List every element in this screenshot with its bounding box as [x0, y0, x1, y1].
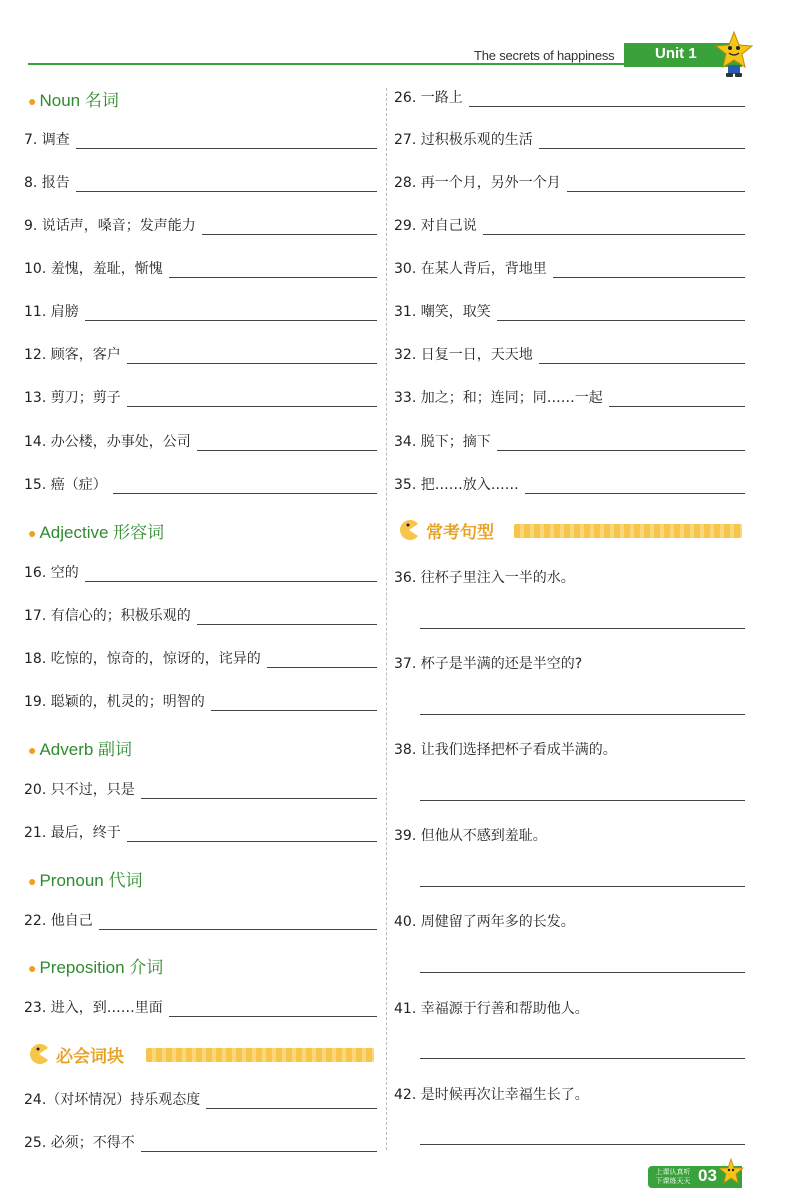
footer-slogan [651, 1168, 695, 1186]
answer-blank[interactable] [141, 784, 377, 799]
banner-sentences-title: 常考句型 [426, 523, 494, 543]
answer-blank[interactable] [553, 263, 745, 278]
banner-chunks-title: 必会词块 [56, 1047, 124, 1067]
bullet-icon: ● [28, 525, 37, 541]
entry-16 [24, 560, 377, 582]
star-mascot-icon [714, 30, 754, 80]
answer-blank[interactable] [539, 134, 745, 149]
answer-line-39[interactable] [420, 886, 745, 887]
section-pronoun [28, 866, 142, 891]
sentence-38: 38. 让我们选择把杯子看成半满的。 [394, 742, 617, 758]
entry-label: 30. 在某人背后，背地里 [394, 261, 547, 277]
banner-chunks [28, 1040, 376, 1068]
answer-blank[interactable] [202, 220, 377, 235]
entry-label: 29. 对自己说 [394, 218, 477, 234]
page-number: 03 [698, 1166, 717, 1185]
answer-blank[interactable] [539, 349, 745, 364]
section-adverb [28, 735, 132, 760]
entry-label: 25. 必须；不得不 [24, 1135, 135, 1151]
answer-blank[interactable] [483, 220, 745, 235]
entry-18 [24, 646, 377, 668]
answer-blank[interactable] [497, 306, 745, 321]
entry-label: 11. 肩膀 [24, 304, 79, 320]
answer-blank[interactable] [206, 1094, 377, 1109]
answer-blank[interactable] [127, 827, 377, 842]
entry-label: 19. 聪颖的，机灵的；明智的 [24, 694, 205, 710]
entry-label: 26. 一路上 [394, 90, 463, 106]
answer-line-37[interactable] [420, 714, 745, 715]
unit-subtitle: The secrets of happiness [474, 48, 615, 63]
section-adverb-title: Adverb 副词 [39, 740, 133, 759]
entry-label: 32. 日复一日，天天地 [394, 347, 533, 363]
entry-label: 9. 说话声，嗓音；发声能力 [24, 218, 196, 234]
entry-28 [394, 170, 745, 192]
entry-label: 23. 进入，到……里面 [24, 1000, 163, 1016]
answer-blank[interactable] [85, 306, 377, 321]
section-adjective [28, 518, 164, 543]
answer-line-42[interactable] [420, 1144, 745, 1145]
entry-34 [394, 429, 745, 451]
entry-20 [24, 777, 377, 799]
bullet-icon: ● [28, 960, 37, 976]
page-header [0, 0, 800, 90]
banner-stripe [514, 524, 742, 538]
pacman-icon [398, 519, 420, 541]
entry-7 [24, 127, 377, 149]
answer-blank[interactable] [113, 479, 377, 494]
answer-blank[interactable] [197, 610, 377, 625]
sentence-36: 36. 往杯子里注入一半的水。 [394, 570, 575, 586]
entry-label: 18. 吃惊的，惊奇的，惊讶的，诧异的 [24, 651, 261, 667]
entry-label: 22. 他自己 [24, 913, 93, 929]
entry-24 [24, 1087, 377, 1109]
entry-12 [24, 342, 377, 364]
answer-blank[interactable] [169, 263, 377, 278]
star-mascot-icon [718, 1158, 744, 1188]
entry-label: 16. 空的 [24, 565, 79, 581]
answer-blank[interactable] [525, 479, 745, 494]
entry-32 [394, 342, 745, 364]
entry-label: 27. 过积极乐观的生活 [394, 132, 533, 148]
section-preposition-title: Preposition 介词 [39, 958, 164, 977]
entry-label: 20. 只不过，只是 [24, 782, 135, 798]
entry-label: 14. 办公楼，办事处，公司 [24, 434, 191, 450]
bullet-icon: ● [28, 742, 37, 758]
entry-27 [394, 127, 745, 149]
section-pronoun-title: Pronoun 代词 [39, 871, 143, 890]
footer-slogan-top: 上课认真听 [655, 1168, 691, 1176]
entry-15 [24, 472, 377, 494]
sentence-37: 37. 杯子是半满的还是半空的? [394, 656, 583, 672]
sentence-41: 41. 幸福源于行善和帮助他人。 [394, 1001, 589, 1017]
entry-14 [24, 429, 377, 451]
entry-10 [24, 256, 377, 278]
sentence-39: 39. 但他从不感到羞耻。 [394, 828, 547, 844]
section-noun-title: Noun 名词 [39, 91, 119, 110]
answer-blank[interactable] [169, 1002, 377, 1017]
banner-sentences [398, 516, 744, 544]
entry-25 [24, 1130, 377, 1152]
column-divider [386, 88, 387, 1150]
entry-11 [24, 299, 377, 321]
entry-label: 17. 有信心的；积极乐观的 [24, 608, 191, 624]
entry-30 [394, 256, 745, 278]
section-noun [28, 86, 119, 111]
entry-9 [24, 213, 377, 235]
answer-blank[interactable] [609, 392, 745, 407]
section-adjective-title: Adjective 形容词 [39, 523, 165, 542]
entry-22 [24, 908, 377, 930]
entry-label: 10. 羞愧，羞耻，惭愧 [24, 261, 163, 277]
entry-35 [394, 472, 745, 494]
banner-stripe [146, 1048, 374, 1062]
answer-line-40[interactable] [420, 972, 745, 973]
answer-blank[interactable] [469, 92, 745, 107]
answer-line-41[interactable] [420, 1058, 745, 1059]
entry-label: 33. 加之；和；连同；同……一起 [394, 390, 603, 406]
answer-blank[interactable] [211, 696, 377, 711]
unit-label: Unit 1 [655, 45, 697, 62]
answer-blank[interactable] [127, 392, 377, 407]
entry-label: 8. 报告 [24, 175, 70, 191]
answer-blank[interactable] [127, 349, 377, 364]
pacman-icon [28, 1043, 50, 1065]
answer-blank[interactable] [76, 134, 377, 149]
entry-33 [394, 385, 745, 407]
sentence-42: 42. 是时候再次让幸福生长了。 [394, 1087, 589, 1103]
entry-label: 34. 脱下；摘下 [394, 434, 491, 450]
entry-19 [24, 689, 377, 711]
entry-label: 21. 最后，终于 [24, 825, 121, 841]
entry-21 [24, 820, 377, 842]
footer-slogan-bottom: 下课练天天 [655, 1177, 691, 1185]
answer-blank[interactable] [567, 177, 745, 192]
bullet-icon: ● [28, 93, 37, 109]
answer-blank[interactable] [197, 436, 377, 451]
entry-label: 7. 调查 [24, 132, 70, 148]
entry-label: 15. 癌（症） [24, 477, 107, 493]
answer-blank[interactable] [267, 653, 377, 668]
answer-blank[interactable] [497, 436, 745, 451]
answer-line-36[interactable] [420, 628, 745, 629]
entry-23 [24, 995, 377, 1017]
section-preposition [28, 953, 163, 978]
answer-blank[interactable] [85, 567, 377, 582]
answer-line-38[interactable] [420, 800, 745, 801]
entry-label: 28. 再一个月，另外一个月 [394, 175, 561, 191]
answer-blank[interactable] [141, 1137, 377, 1152]
answer-blank[interactable] [99, 915, 377, 930]
answer-blank[interactable] [76, 177, 377, 192]
entry-label: 35. 把……放入…… [394, 477, 519, 493]
entry-label: 13. 剪刀；剪子 [24, 390, 121, 406]
sentence-40: 40. 周健留了两年多的长发。 [394, 914, 575, 930]
entry-31 [394, 299, 745, 321]
entry-label: 24.（对坏情况）持乐观态度 [24, 1092, 201, 1108]
entry-label: 12. 顾客，客户 [24, 347, 121, 363]
bullet-icon: ● [28, 873, 37, 889]
entry-13 [24, 385, 377, 407]
entry-17 [24, 603, 377, 625]
entry-8 [24, 170, 377, 192]
entry-29 [394, 213, 745, 235]
entry-label: 31. 嘲笑，取笑 [394, 304, 491, 320]
entry-26 [394, 85, 745, 107]
